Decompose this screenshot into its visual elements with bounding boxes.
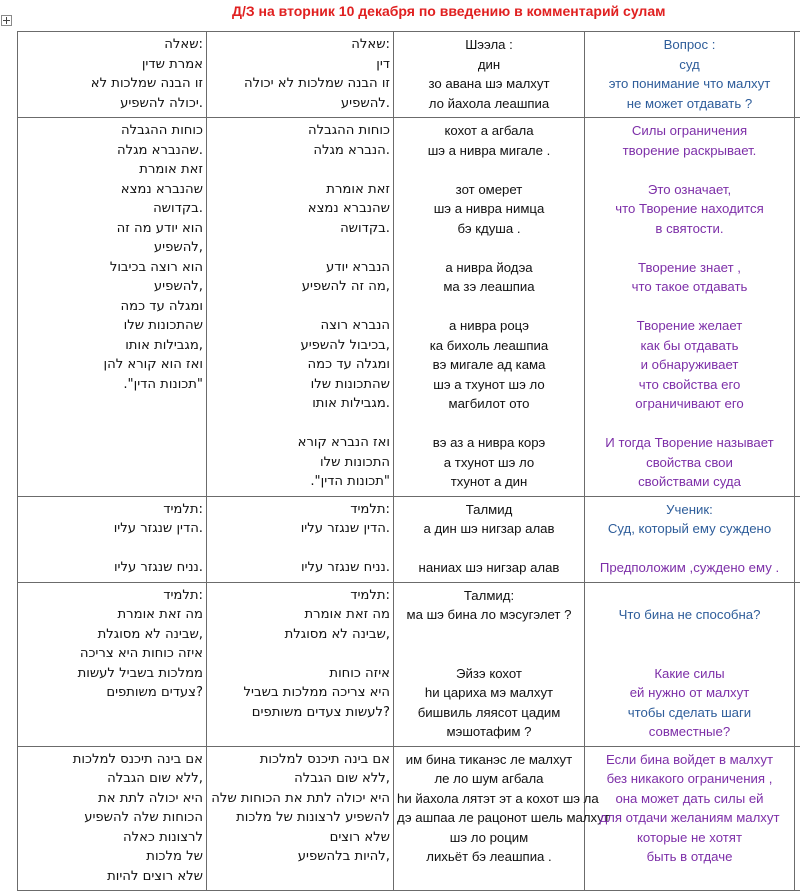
text-line: магбилот ото	[397, 394, 581, 414]
text-line: ,שבינה לא מסוגלת	[21, 625, 203, 645]
text-line: ,להשפיע	[21, 238, 203, 258]
text-line: И тогда Творение называет	[588, 433, 791, 453]
table-row	[18, 118, 800, 497]
table-move-handle-icon[interactable]	[1, 15, 12, 26]
text-line: ей нужно от малхут	[588, 683, 791, 703]
text-line: :תלמיד	[210, 500, 390, 520]
text-line: Если бина войдет в малхут	[588, 750, 791, 770]
text-line: זו הבנה שמלכות לא	[21, 74, 203, 94]
text-line: .הדין שנגזר עליו	[210, 519, 390, 539]
text-line: של מלכות	[21, 847, 203, 867]
text-line: Силы ограничения	[588, 121, 791, 141]
text-line: кохот а агбала	[397, 121, 581, 141]
text-line: שהנברא נמצא	[21, 180, 203, 200]
text-line: чтобы сделать шаги	[588, 703, 791, 723]
text-line: вэ аз а нивра корэ	[397, 433, 581, 453]
text-line: :שאלה	[210, 35, 390, 55]
text-line: לרצונות כאלה	[21, 828, 203, 848]
text-line: Талмид	[397, 500, 581, 520]
text-line: שהתכונות שלו	[210, 375, 390, 395]
translation-cell[interactable]	[585, 118, 795, 497]
blank-line	[397, 238, 581, 258]
blank-line	[397, 297, 581, 317]
text-line: ומגלה עד כמה	[210, 355, 390, 375]
text-line: ма шэ бина ло мэсугэлет ?	[397, 605, 581, 625]
text-line: ,ללא שום הגבלה	[21, 769, 203, 789]
text-line: Ученик:	[588, 500, 791, 520]
text-line: что Творение находится	[588, 199, 791, 219]
text-line: הנברא יודע	[210, 258, 390, 278]
text-line: Шээла :	[397, 35, 581, 55]
text-line: дин	[397, 55, 581, 75]
text-line: :תלמיד	[210, 586, 390, 606]
blank-line	[210, 238, 390, 258]
blank-line	[210, 414, 390, 434]
text-line: אם בינה תיכנס למלכות	[210, 750, 390, 770]
blank-line	[397, 625, 581, 645]
text-line: ?לעשות צעדים משותפים	[210, 703, 390, 723]
transliteration-cell[interactable]	[394, 746, 585, 891]
blank-line	[21, 539, 203, 559]
text-line: ,להשפיע	[21, 277, 203, 297]
blank-line	[210, 644, 390, 664]
text-line: .נניח שנגזר עליו	[21, 558, 203, 578]
text-line: זאת אומרת	[210, 180, 390, 200]
text-line: а нивра роцэ	[397, 316, 581, 336]
text-line: ומגלה עד כמה	[21, 297, 203, 317]
text-line: ,להיות בלהשפיע	[210, 847, 390, 867]
text-line: вэ мигале ад кама	[397, 355, 581, 375]
text-line: мэшотафим ?	[397, 722, 581, 742]
text-line: а нивра йодэа	[397, 258, 581, 278]
hebrew-source-cell[interactable]	[18, 118, 207, 497]
text-line: тхунот а дин	[397, 472, 581, 492]
hebrew-edited-cell[interactable]	[207, 746, 394, 891]
text-line: שהנברא נמצא	[210, 199, 390, 219]
text-line: .בקדושה	[210, 219, 390, 239]
text-line: лихьёт бэ леашпиа .	[397, 847, 581, 867]
text-line: להשפיע לרצונות של מלכות	[210, 808, 390, 828]
page-title: Д/З на вторник 10 декабря по введению в комментарий сулам	[232, 2, 752, 20]
translation-cell[interactable]	[585, 582, 795, 746]
blank-line	[397, 414, 581, 434]
empty-cell[interactable]	[795, 582, 800, 746]
text-line: זו הבנה שמלכות לא יכולה	[210, 74, 390, 94]
text-line: Талмид:	[397, 586, 581, 606]
text-line: как бы отдавать	[588, 336, 791, 356]
text-line: ло йахола леашпиа	[397, 94, 581, 114]
blank-line	[588, 539, 791, 559]
text-line: в святости.	[588, 219, 791, 239]
text-line: "תכונות הדין".	[210, 472, 390, 492]
text-line: היא צריכה ממלכות בשביל	[210, 683, 390, 703]
text-line: зот омерет	[397, 180, 581, 200]
hebrew-source-cell[interactable]	[18, 32, 207, 118]
text-line: Эйзэ кохот	[397, 664, 581, 684]
text-line: הכוחות שלה להשפיע	[21, 808, 203, 828]
blank-line	[397, 539, 581, 559]
text-line: מה זאת אומרת	[210, 605, 390, 625]
text-line: что свойства его	[588, 375, 791, 395]
text-line: не может отдавать ?	[588, 94, 791, 114]
text-line: .הנברא מגלה	[210, 141, 390, 161]
text-line: ка бихоль леашпиа	[397, 336, 581, 356]
table-row	[18, 32, 800, 118]
blank-line	[588, 644, 791, 664]
text-line: דין	[210, 55, 390, 75]
hebrew-source-cell[interactable]	[18, 496, 207, 582]
translation-cell[interactable]	[585, 32, 795, 118]
text-line: она может дать силы ей	[588, 789, 791, 809]
text-line: творение раскрывает.	[588, 141, 791, 161]
hebrew-edited-cell[interactable]	[207, 32, 394, 118]
blank-line	[397, 160, 581, 180]
text-line: ,מה זה להשפיע	[210, 277, 390, 297]
text-line: ограничивают его	[588, 394, 791, 414]
transliteration-cell[interactable]	[394, 496, 585, 582]
hebrew-source-cell[interactable]	[18, 582, 207, 746]
text-line: הוא יודע מה זה	[21, 219, 203, 239]
text-line: которые не хотят	[588, 828, 791, 848]
text-line: Предположим ,суждено ему .	[588, 558, 791, 578]
text-line: ואז הנברא קורא	[210, 433, 390, 453]
text-line: ?צעדים משותפים	[21, 683, 203, 703]
blank-line	[210, 539, 390, 559]
text-line: шэ а нивра мигале .	[397, 141, 581, 161]
text-line: а дин шэ нигзар алав	[397, 519, 581, 539]
text-line: свойства свои	[588, 453, 791, 473]
blank-line	[397, 644, 581, 664]
text-line: шэ а тхунот шэ ло	[397, 375, 581, 395]
text-line: и обнаруживает	[588, 355, 791, 375]
blank-line	[588, 586, 791, 606]
text-line: .שהנברא מגלה	[21, 141, 203, 161]
text-line: быть в отдаче	[588, 847, 791, 867]
text-line: אמרת שדין	[21, 55, 203, 75]
text-line: шэ ло роцим	[397, 828, 581, 848]
table-row	[18, 496, 800, 582]
text-line: התכונות שלו	[210, 453, 390, 473]
text-line: для отдачи желаниям малхут	[588, 808, 791, 828]
text-line: כוחות ההגבלה	[21, 121, 203, 141]
translation-cell[interactable]	[585, 496, 795, 582]
hebrew-source-cell[interactable]	[18, 746, 207, 891]
empty-cell[interactable]	[795, 32, 800, 118]
text-line: шэ а нивра нимца	[397, 199, 581, 219]
text-line: Суд, который ему суждено	[588, 519, 791, 539]
text-line: :תלמיד	[21, 586, 203, 606]
text-line: а тхунот шэ ло	[397, 453, 581, 473]
blank-line	[210, 297, 390, 317]
text-line: hи цариха мэ малхут	[397, 683, 581, 703]
text-line: это понимание что малхут	[588, 74, 791, 94]
hebrew-edited-cell[interactable]	[207, 582, 394, 746]
text-line: שלא רוצים	[210, 828, 390, 848]
text-line: зо авана шэ малхут	[397, 74, 581, 94]
blank-line	[588, 414, 791, 434]
text-line: מה זאת אומרת	[21, 605, 203, 625]
text-line: Какие силы	[588, 664, 791, 684]
text-line: ,בכיבול להשפיע	[210, 336, 390, 356]
text-line: бишвиль ляясот цадим	[397, 703, 581, 723]
text-line: Творение желает	[588, 316, 791, 336]
blank-line	[588, 297, 791, 317]
text-line: ,ללא שום הגבלה	[210, 769, 390, 789]
text-line: .הדין שנגזר עליו	[21, 519, 203, 539]
hebrew-edited-cell[interactable]	[207, 118, 394, 497]
blank-line	[210, 160, 390, 180]
transliteration-cell[interactable]	[394, 582, 585, 746]
blank-line	[588, 238, 791, 258]
text-line: без никакого ограничения ,	[588, 769, 791, 789]
text-line: дэ ашпаа ле рацонот шель малхут	[397, 808, 581, 828]
text-line: שהתכונות שלו	[21, 316, 203, 336]
text-line: ,מגבילות אותו	[21, 336, 203, 356]
text-line: .להשפיע	[210, 94, 390, 114]
text-line: ממלכות בשביל לעשות	[21, 664, 203, 684]
text-line: כוחות ההגבלה	[210, 121, 390, 141]
text-line: זאת אומרת	[21, 160, 203, 180]
text-line: ма зэ леашпиа	[397, 277, 581, 297]
text-line: הנברא רוצה	[210, 316, 390, 336]
text-line: :שאלה	[21, 35, 203, 55]
text-line: "תכונות הדין".	[21, 375, 203, 395]
translation-cell[interactable]	[585, 746, 795, 891]
text-line: им бина тиканэс ле малхут	[397, 750, 581, 770]
text-line: .יכולה להשפיע	[21, 94, 203, 114]
empty-cell[interactable]	[795, 496, 800, 582]
text-line: свойствами суда	[588, 472, 791, 492]
text-line: Творение знает ,	[588, 258, 791, 278]
text-line: бэ кдуша .	[397, 219, 581, 239]
translation-table	[17, 31, 800, 891]
transliteration-cell[interactable]	[394, 32, 585, 118]
text-line: Это означает,	[588, 180, 791, 200]
text-line: איזה כוחות היא צריכה	[21, 644, 203, 664]
empty-cell[interactable]	[795, 118, 800, 497]
text-line: hи йахола лятэт эт а кохот шэ ла	[397, 789, 581, 809]
text-line: :תלמיד	[21, 500, 203, 520]
text-line: совместные?	[588, 722, 791, 742]
text-line: суд	[588, 55, 791, 75]
blank-line	[588, 160, 791, 180]
text-line: ,שבינה לא מסוגלת	[210, 625, 390, 645]
text-line: איזה כוחות	[210, 664, 390, 684]
empty-cell[interactable]	[795, 746, 800, 891]
text-line: Вопрос :	[588, 35, 791, 55]
text-line: .מגבילות אותו	[210, 394, 390, 414]
transliteration-cell[interactable]	[394, 118, 585, 497]
text-line: что такое отдавать	[588, 277, 791, 297]
text-line: אם בינה תיכנס למלכות	[21, 750, 203, 770]
text-line: שלא רוצים להיות	[21, 867, 203, 887]
text-line: ואז הוא קורא להן	[21, 355, 203, 375]
table-row	[18, 582, 800, 746]
table-row	[18, 746, 800, 891]
text-line: .נניח שנגזר עליו	[210, 558, 390, 578]
text-line: ле ло шум агбала	[397, 769, 581, 789]
text-line: היא יכולה לתת את הכוחות שלה	[210, 789, 390, 809]
text-line: Что бина не способна?	[588, 605, 791, 625]
hebrew-edited-cell[interactable]	[207, 496, 394, 582]
text-line: наниах шэ нигзар алав	[397, 558, 581, 578]
text-line: היא יכולה לתת את	[21, 789, 203, 809]
text-line: .בקדושה	[21, 199, 203, 219]
text-line: הוא רוצה בכיבול	[21, 258, 203, 278]
blank-line	[588, 625, 791, 645]
